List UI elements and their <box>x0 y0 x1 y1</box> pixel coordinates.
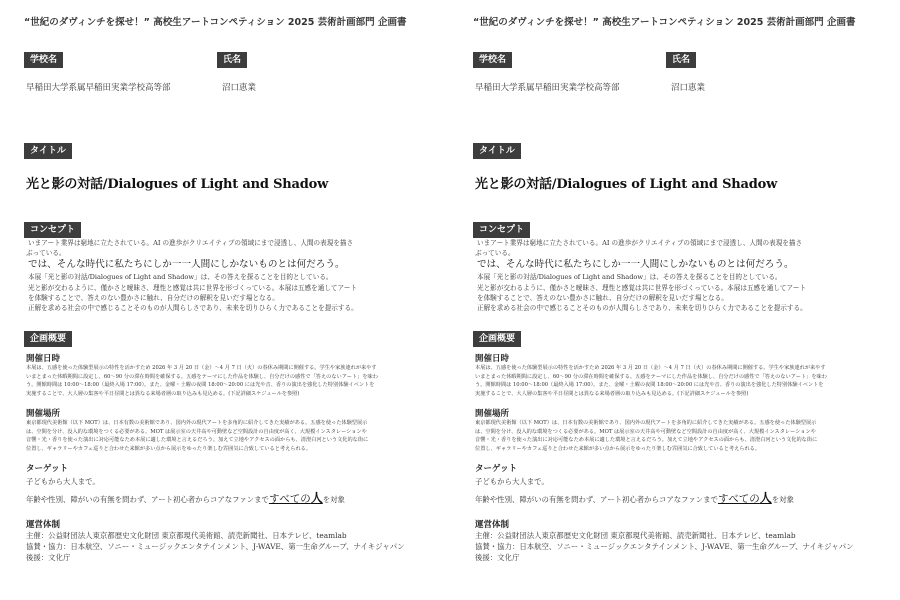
title-value: 光と影の対話/Dialogues of Light and Shadow <box>26 177 329 192</box>
period-line: う。開館時間は 10:00〜18:00（最終入場 17:00）。また、金曜・土曜の夜間 18:00〜20:00 には光や音、香りの演出を強化した特別体験イベントを <box>26 382 375 388</box>
org-text <box>475 530 885 563</box>
org-line: 後援：文化庁 <box>475 553 520 562</box>
venue-text <box>475 419 885 453</box>
venue-line: 音響・光・香りを使った演出に対応可能なため本展に適した環境と言えるだろう。加えて立地やアクセスの面からも、清澄白河という文化的な街に <box>26 437 369 443</box>
document-page-right <box>463 0 893 600</box>
concept-text <box>477 238 887 313</box>
target-line: 子どもから大人まで。 <box>26 477 100 486</box>
concept-line: 本展「光と影の対話/Dialogues of Light and Shadow」は、その答えを探ることを目的としている。 <box>477 273 782 282</box>
target-line: 年齢や性別、障がいの有無を問わず、アート初心者からコアなファンまですべての人を対象 <box>26 491 345 505</box>
venue-heading: 開催場所 <box>26 409 61 419</box>
venue-line: 東京都現代美術館（以下 MOT）は、日本有数の美術館であり、国内外の現代アートを多角的に紹介してきた実績がある。五感を使った体験型展示 <box>26 420 368 426</box>
target-text <box>475 476 885 505</box>
concept-lead: では、そんな時代に私たちにしか一一人間にしかないものとは何だろう。 <box>477 259 794 271</box>
org-line: 主催：公益財団法人東京都歴史文化財団 東京都現代美術館、読売新聞社、日本テレビ、teamlab <box>475 531 796 540</box>
concept-label: コンセプト <box>473 222 530 238</box>
title-label: タイトル <box>24 143 72 159</box>
target-heading: ターゲット <box>26 464 69 474</box>
concept-line: ぶっている。 <box>26 249 66 258</box>
concept-line: ぶっている。 <box>475 249 515 258</box>
period-heading: 開催日時 <box>475 354 510 364</box>
overview-label: 企画概要 <box>24 331 72 347</box>
org-line: 主催：公益財団法人東京都歴史文化財団 東京都現代美術館、読売新聞社、日本テレビ、teamlab <box>26 531 347 540</box>
period-text <box>475 364 885 398</box>
org-line: 協賛・協力：日本航空、ソニー・ミュージックエンタテインメント、J-WAVE、第一生命グループ、ナイキジャパン <box>26 542 405 551</box>
period-line: いまとまった休暇期間に設定し、60〜90 分の滞在時間を確保する。五感をテーマにした作品を体験し、自分だけの感性で「答えのないアート」を味わ <box>475 373 827 380</box>
target-text <box>26 476 436 505</box>
org-line: 後援：文化庁 <box>26 553 71 562</box>
target-line: 年齢や性別、障がいの有無を問わず、アート初心者からコアなファンまですべての人を対象 <box>475 491 794 505</box>
org-heading: 運営体制 <box>26 520 61 530</box>
venue-line: は、空間を分け、没入的な環境をつくる必要がある。MOT は展示室の天井高や可動壁など空間設計の自由度が高く、大規模インスタレーションや <box>475 428 816 435</box>
venue-line: 音響・光・香りを使った演出に対応可能なため本展に適した環境と言えるだろう。加えて立地やアクセスの面からも、清澄白河という文化的な街に <box>475 437 818 443</box>
school-value: 早稲田大学系属早稲田実業学校高等部 <box>26 83 171 93</box>
concept-label: コンセプト <box>24 222 81 238</box>
period-line: う。開館時間は 10:00〜18:00（最終入場 17:00）。また、金曜・土曜の夜間 18:00〜20:00 には光や音、香りの演出を強化した特別体験イベントを <box>475 382 824 388</box>
period-text <box>26 364 436 398</box>
venue-line: 位置し、ギャラリーやカフェ巡りと合わせた来館が多い点から展示をゆったり楽しむ雰囲気に合致していると考えられる。 <box>26 445 312 452</box>
name-label: 氏名 <box>217 52 247 68</box>
target-heading: ターゲット <box>475 464 518 474</box>
venue-line: は、空間を分け、没入的な環境をつくる必要がある。MOT は展示室の天井高や可動壁など空間設計の自由度が高く、大規模インスタレーションや <box>26 428 367 435</box>
period-line: 実施することで、大人層の集客や平日昼間とは異なる来場者層の取り込みも見込める。(下記詳細スケジュールを参照) <box>26 390 300 397</box>
concept-line: いまアート業界は窮地に立たされている。AI の進歩がクリエイティブの領域にまで浸透し、人間の表現を描さ <box>477 239 803 247</box>
concept-line: 本展「光と影の対話/Dialogues of Light and Shadow」は、その答えを探ることを目的としている。 <box>28 273 333 282</box>
venue-line: 東京都現代美術館（以下 MOT）は、日本有数の美術館であり、国内外の現代アートを多角的に紹介してきた実績がある。五感を使った体験型展示 <box>475 420 817 426</box>
org-text <box>26 530 436 563</box>
name-value: 沼口恵業 <box>671 83 706 93</box>
period-line: 実施することで、大人層の集客や平日昼間とは異なる来場者層の取り込みも見込める。(下記詳細スケジュールを参照) <box>475 390 749 397</box>
title-label: タイトル <box>473 143 521 159</box>
school-label: 学校名 <box>24 52 63 68</box>
concept-lead: では、そんな時代に私たちにしか一一人間にしかないものとは何だろう。 <box>28 259 345 271</box>
target-line: 子どもから大人まで。 <box>475 477 549 486</box>
school-label: 学校名 <box>473 52 512 68</box>
org-line: 協賛・協力：日本航空、ソニー・ミュージックエンタテインメント、J-WAVE、第一生命グループ、ナイキジャパン <box>475 542 854 551</box>
overview-label: 企画概要 <box>473 331 521 347</box>
venue-heading: 開催場所 <box>475 409 510 419</box>
concept-text <box>28 238 438 313</box>
concept-line: 光と影が交わるように、僅かさと曖昧さ、理性と感覚は共に世界を形づくっている。本展は五感を通してアート <box>28 283 358 292</box>
title-value: 光と影の対話/Dialogues of Light and Shadow <box>475 177 778 192</box>
name-value: 沼口恵業 <box>222 83 257 93</box>
concept-line: を体験することで、答えのない豊かさに触れ、自分だけの解釈を見いだす場となる。 <box>28 293 279 302</box>
document-title: “世紀のダヴィンチを探せ！” 高校生アートコンペティション 2025 芸術計画部門 企画書 <box>24 17 407 28</box>
name-label: 氏名 <box>666 52 696 68</box>
org-heading: 運営体制 <box>475 520 510 530</box>
concept-line: 正解を求める社会の中で感じることそのものが人間らしさであり、未来を切りひらく力であることを提示する。 <box>477 304 807 313</box>
period-line: 本展は、五感を使った体験型展示の特性を活かすため 2026 年 3 月 20 日（金）〜4 月 7 日（火）の春休み期間に開催する。学生や家族連れが来やす <box>475 365 826 371</box>
concept-line: を体験することで、答えのない豊かさに触れ、自分だけの解釈を見いだす場となる。 <box>477 293 728 302</box>
period-heading: 開催日時 <box>26 354 61 364</box>
document-page-left <box>14 0 444 600</box>
period-line: 本展は、五感を使った体験型展示の特性を活かすため 2026 年 3 月 20 日（金）〜4 月 7 日（火）の春休み期間に開催する。学生や家族連れが来やす <box>26 365 377 371</box>
venue-line: 位置し、ギャラリーやカフェ巡りと合わせた来館が多い点から展示をゆったり楽しむ雰囲気に合致していると考えられる。 <box>475 445 761 452</box>
venue-text <box>26 419 436 453</box>
concept-line: いまアート業界は窮地に立たされている。AI の進歩がクリエイティブの領域にまで浸透し、人間の表現を描さ <box>28 239 354 247</box>
concept-line: 正解を求める社会の中で感じることそのものが人間らしさであり、未来を切りひらく力であることを提示する。 <box>28 304 358 313</box>
school-value: 早稲田大学系属早稲田実業学校高等部 <box>475 83 620 93</box>
document-title: “世紀のダヴィンチを探せ！” 高校生アートコンペティション 2025 芸術計画部門 企画書 <box>473 17 856 28</box>
concept-line: 光と影が交わるように、僅かさと曖昧さ、理性と感覚は共に世界を形づくっている。本展は五感を通してアート <box>477 283 807 292</box>
period-line: いまとまった休暇期間に設定し、60〜90 分の滞在時間を確保する。五感をテーマにした作品を体験し、自分だけの感性で「答えのないアート」を味わ <box>26 373 378 380</box>
